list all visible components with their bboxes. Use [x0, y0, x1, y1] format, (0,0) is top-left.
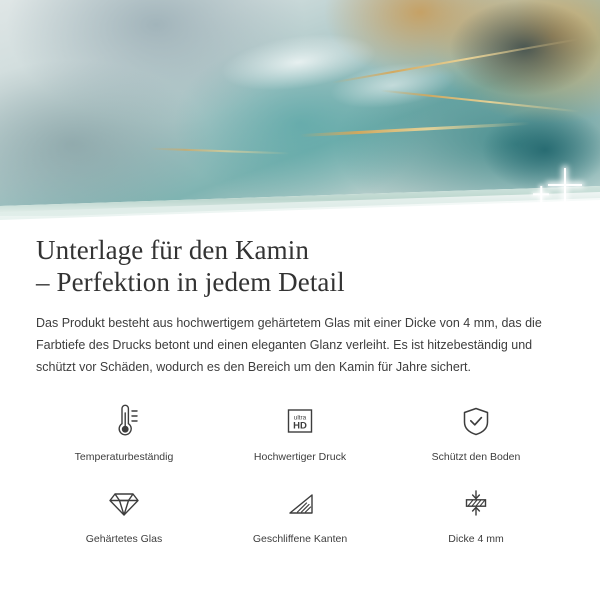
body-paragraph: Das Produkt besteht aus hochwertigem gehärtetem Glas mit einer Dicke von 4 mm, das die Farbtiefe des Drucks betont und einen eleganten Glanz verleiht. Es ist hitzebeständig und schützt vor Schäden, wodurch es den Bereich um den Kamin für Jahre sichert. [36, 316, 542, 374]
headline-line-1: Unterlage für den Kamin [36, 235, 309, 265]
feature-label: Schützt den Boden [431, 451, 521, 463]
feature-label: Dicke 4 mm [448, 533, 504, 545]
thickness-arrows-icon [454, 480, 498, 526]
feature-label: Hochwertiger Druck [253, 451, 347, 463]
feature-high-quality-print [212, 398, 388, 472]
polished-edges-icon [278, 480, 322, 526]
feature-polished-edges [212, 480, 388, 554]
sparkle-icon [533, 186, 549, 202]
feature-label: Gehärtetes Glas [85, 533, 163, 545]
page-title [0, 222, 600, 298]
description-content [0, 222, 600, 378]
feature-tempered-glass [36, 480, 212, 554]
feature-temperature-resistant [36, 398, 212, 472]
hero-product-image [0, 0, 600, 222]
ultra-hd-icon [278, 398, 322, 444]
feature-label: Temperaturbeständig [74, 451, 174, 463]
feature-thickness [388, 480, 564, 554]
feature-protects-floor [388, 398, 564, 472]
marble-glass-surface [0, 0, 600, 206]
svg-text:ultra: ultra [293, 414, 307, 422]
diamond-icon [102, 480, 146, 526]
thermometer-icon [102, 398, 146, 444]
feature-label: Geschliffene Kanten [252, 533, 348, 545]
shield-check-icon [454, 398, 498, 444]
headline-line-2: – Perfektion in jedem Detail [36, 267, 345, 297]
feature-grid [36, 398, 564, 554]
svg-text:HD: HD [293, 420, 307, 432]
